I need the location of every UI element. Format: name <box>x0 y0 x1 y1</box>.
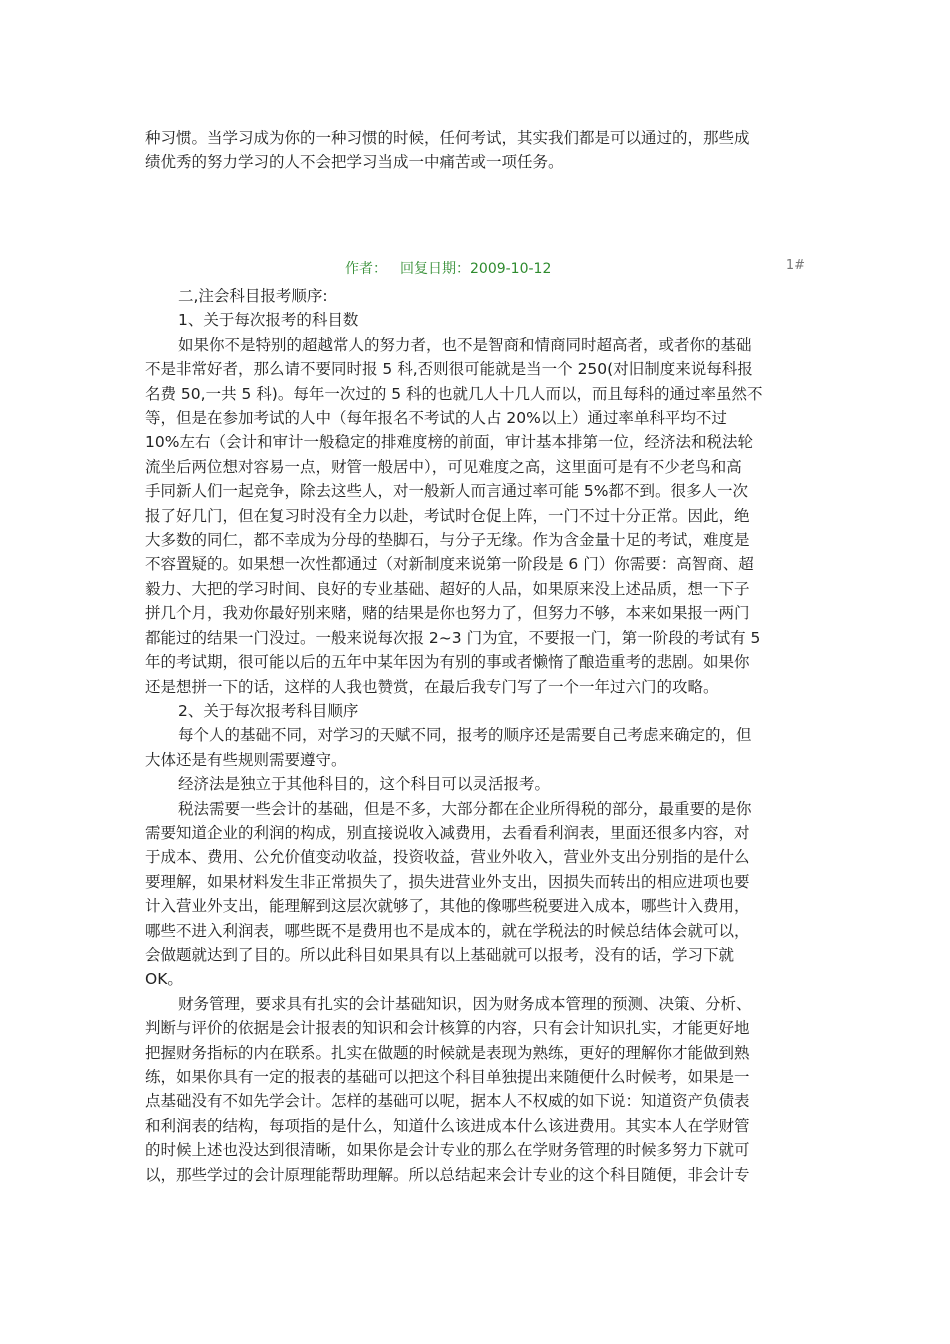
text-line: 点基础没有不如先学会计。怎样的基础可以呢，据本人不权威的如下说：知道资产负债表 <box>145 1092 750 1111</box>
text-line: OK。 <box>145 970 183 989</box>
text-line: 10%左右（会计和审计一般稳定的排难度榜的前面，审计基本排第一位，经济法和税法轮 <box>145 433 753 452</box>
text-line: 拼几个月，我劝你最好别来赌，赌的结果是你也努力了，但努力不够，本来如果报一两门 <box>145 604 750 623</box>
text-line: 如果你不是特别的超越常人的努力者，也不是智商和情商同时超高者，或者你的基础 <box>178 335 752 354</box>
text-line: 会做题就达到了目的。所以此科目如果具有以上基础就可以报考，没有的话，学习下就 <box>145 945 735 964</box>
text-line: 名费 50,一共 5 科)。每年一次过的 5 科的也就几人十几人而以，而且每科的通过率虽然不 <box>145 384 763 403</box>
text-line: 经济法是独立于其他科目的，这个科目可以灵活报考。 <box>178 775 551 794</box>
text-line: 大多数的同仁，都不幸成为分母的垫脚石，与分子无缘。作为含金量十足的考试，难度是 <box>145 531 750 550</box>
text-line: 流坐后两位想对容易一点，财管一般居中），可见难度之高，这里面可是有不少老鸟和高 <box>145 457 742 476</box>
text-line: 绩优秀的努力学习的人不会把学习当成一中痛苦或一项任务。 <box>145 153 564 172</box>
text-line: 税法需要一些会计的基础，但是不多，大部分都在企业所得税的部分，最重要的是你 <box>178 799 752 818</box>
text-line: 毅力、大把的学习时间、良好的专业基础、超好的人品，如果原来没上述品质，想一下子 <box>145 579 750 598</box>
text-line: 判断与评价的依据是会计报表的知识和会计核算的内容，只有会计知识扎实，才能更好地 <box>145 1019 750 1038</box>
text-line: 等，但是在参加考试的人中（每年报名不考试的人占 20%以上）通过率单科平均不过 <box>145 409 727 428</box>
author-label[interactable]: 作者： <box>345 261 387 277</box>
text-line: 报了好几门，但在复习时没有全力以赴，考试时仓促上阵，一门不过十分正常。因此，绝 <box>145 506 750 525</box>
text-line: 都能过的结果一门没过。一般来说每次报 2~3 门为宜，不要报一门，第一阶段的考试有 5 <box>145 628 761 647</box>
reply-date: 回复日期：2009-10-12 <box>400 261 552 277</box>
text-line: 的时候上述也没达到很清晰，如果你是会计专业的那么在学财务管理的时候多努力下就可 <box>145 1141 750 1160</box>
text-line: 年的考试期，很可能以后的五年中某年因为有别的事或者懒惰了酿造重考的悲剧。如果你 <box>145 653 750 672</box>
text-line: 每个人的基础不同，对学习的天赋不同，报考的顺序还是需要自己考虑来确定的，但 <box>178 726 752 745</box>
text-line: 计入营业外支出，能理解到这层次就够了，其他的像哪些税要进入成本，哪些计入费用， <box>145 897 750 916</box>
text-line: 需要知道企业的利润的构成，别直接说收入减费用，去看看利润表，里面还很多内容，对 <box>145 823 750 842</box>
text-line: 于成本、费用、公允价值变动收益，投资收益，营业外收入，营业外支出分别指的是什么 <box>145 848 750 867</box>
text-line: 还是想拼一下的话，这样的人我也赞赏，在最后我专门写了一个一年过六门的攻略。 <box>145 677 719 696</box>
text-line: 和利润表的结构，每项指的是什么，知道什么该进成本什么该进费用。其实本人在学财管 <box>145 1116 750 1135</box>
post-body <box>145 284 805 1187</box>
intro-paragraph <box>145 126 805 175</box>
text-line: 把握财务指标的内在联系。扎实在做题的时候就是表现为熟练，更好的理解你才能做到熟 <box>145 1043 750 1062</box>
post-meta <box>145 258 805 280</box>
text-line: 手同新人们一起竞争，除去这些人，对一般新人而言通过率可能 5%都不到。很多人一次 <box>145 482 749 501</box>
text-line: 财务管理，要求具有扎实的会计基础知识，因为财务成本管理的预测、决策、分析、 <box>178 994 752 1013</box>
subsection-heading: 2、关于每次报考科目顺序 <box>178 701 359 720</box>
text-line: 不是非常好者，那么请不要同时报 5 科,否则很可能就是当一个 250(对旧制度来说每科报 <box>145 360 753 379</box>
text-line: 不容置疑的。如果想一次性都通过（对新制度来说第一阶段是 6 门）你需要：高智商、超 <box>145 555 754 574</box>
floor-number: 1# <box>785 258 805 273</box>
text-line: 要理解，如果材料发生非正常损失了，损失进营业外支出，因损失而转出的相应进项也要 <box>145 872 750 891</box>
text-line: 种习惯。当学习成为你的一种习惯的时候，任何考试，其实我们都是可以通过的，那些成 <box>145 129 750 147</box>
text-line: 哪些不进入利润表，哪些既不是费用也不是成本的，就在学税法的时候总结体会就可以， <box>145 921 750 940</box>
text-line: 以，那些学过的会计原理能帮助理解。所以总结起来会计专业的这个科目随便，非会计专 <box>145 1165 750 1184</box>
text-line: 练，如果你具有一定的报表的基础可以把这个科目单独提出来随便什么时候考，如果是一 <box>145 1068 750 1086</box>
subsection-heading: 1、关于每次报考的科目数 <box>178 311 359 330</box>
text-line: 大体还是有些规则需要遵守。 <box>145 750 347 769</box>
section-heading: 二,注会科目报考顺序: <box>178 287 328 305</box>
